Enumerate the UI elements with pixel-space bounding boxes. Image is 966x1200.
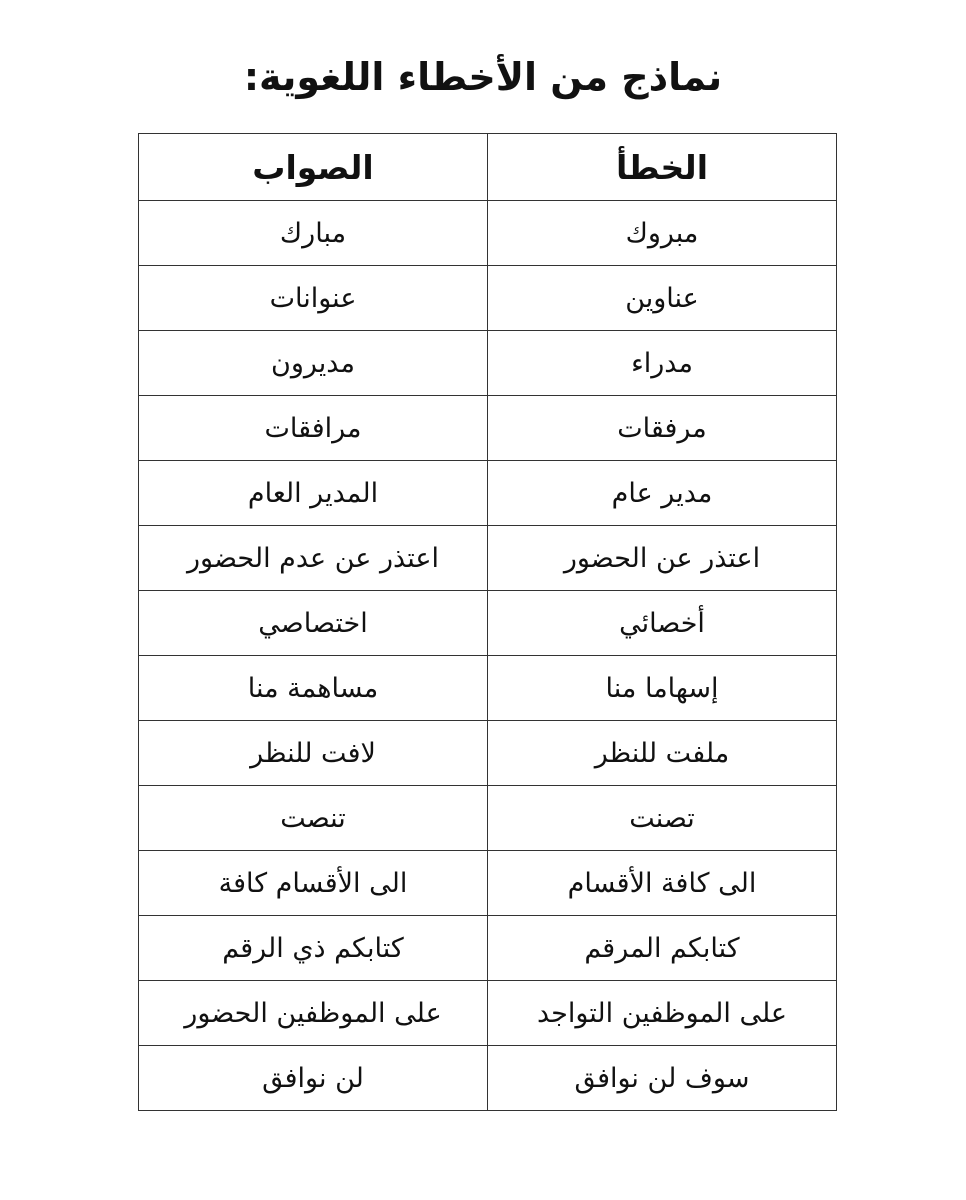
errors-table xyxy=(138,133,837,1111)
cell-wrong: مدراء xyxy=(488,331,837,396)
errors-table-container xyxy=(138,133,836,1111)
cell-correct: المدير العام xyxy=(139,461,488,526)
cell-wrong: مبروك xyxy=(488,201,837,266)
cell-correct: لن نوافق xyxy=(139,1046,488,1111)
cell-correct: كتابكم ذي الرقم xyxy=(139,916,488,981)
cell-wrong: عناوين xyxy=(488,266,837,331)
table-row xyxy=(139,916,837,981)
table-header-row xyxy=(139,134,837,201)
cell-correct: مبارك xyxy=(139,201,488,266)
cell-wrong: كتابكم المرقم xyxy=(488,916,837,981)
cell-correct: اعتذر عن عدم الحضور xyxy=(139,526,488,591)
cell-wrong: إسهاما منا xyxy=(488,656,837,721)
table-row xyxy=(139,721,837,786)
cell-correct: مديرون xyxy=(139,331,488,396)
cell-wrong: ملفت للنظر xyxy=(488,721,837,786)
cell-wrong: مرفقات xyxy=(488,396,837,461)
cell-wrong: الى كافة الأقسام xyxy=(488,851,837,916)
cell-correct: تنصت xyxy=(139,786,488,851)
cell-wrong: اعتذر عن الحضور xyxy=(488,526,837,591)
table-row xyxy=(139,266,837,331)
cell-wrong: مدير عام xyxy=(488,461,837,526)
header-correct: الصواب xyxy=(139,134,488,201)
table-row xyxy=(139,786,837,851)
cell-correct: لافت للنظر xyxy=(139,721,488,786)
cell-wrong: سوف لن نوافق xyxy=(488,1046,837,1111)
cell-correct: مساهمة منا xyxy=(139,656,488,721)
table-row xyxy=(139,1046,837,1111)
table-row xyxy=(139,396,837,461)
cell-correct: مرافقات xyxy=(139,396,488,461)
cell-wrong: تصنت xyxy=(488,786,837,851)
table-row xyxy=(139,331,837,396)
table-row xyxy=(139,591,837,656)
table-row xyxy=(139,851,837,916)
cell-correct: الى الأقسام كافة xyxy=(139,851,488,916)
header-wrong: الخطأ xyxy=(488,134,837,201)
page-title: نماذج من الأخطاء اللغوية: xyxy=(243,55,723,99)
cell-wrong: أخصائي xyxy=(488,591,837,656)
table-row xyxy=(139,201,837,266)
cell-correct: على الموظفين الحضور xyxy=(139,981,488,1046)
table-row xyxy=(139,981,837,1046)
table-row xyxy=(139,656,837,721)
cell-wrong: على الموظفين التواجد xyxy=(488,981,837,1046)
table-row xyxy=(139,461,837,526)
table-row xyxy=(139,526,837,591)
cell-correct: اختصاصي xyxy=(139,591,488,656)
cell-correct: عنوانات xyxy=(139,266,488,331)
